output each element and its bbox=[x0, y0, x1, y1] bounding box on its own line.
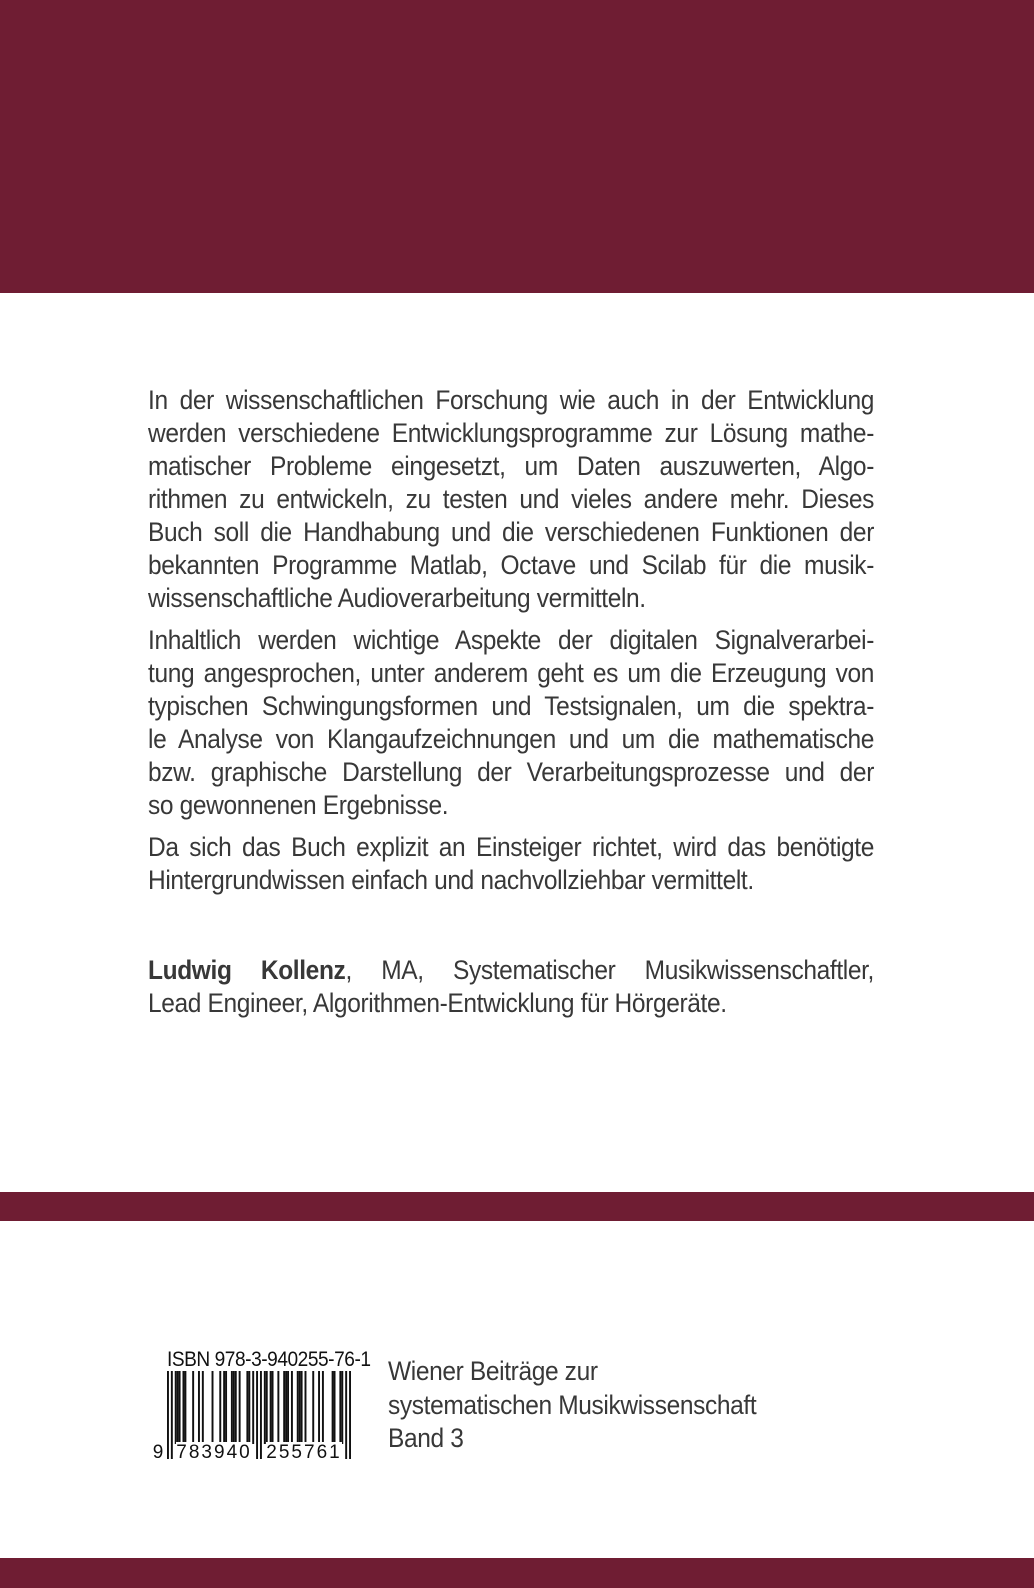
barcode-digit-first: 9 bbox=[152, 1442, 164, 1463]
author-line-2: Lead Engineer, Algorithmen-Entwicklung für Hörgeräte. bbox=[148, 988, 727, 1018]
series-line-2: systematischen Musikwissenschaft bbox=[388, 1389, 757, 1420]
description-line: Inhaltlich werden wichtige Aspekte der digitalen Signalverarbei- bbox=[148, 625, 874, 655]
author-name: Ludwig Kollenz bbox=[148, 955, 346, 985]
description-line: wissenschaftliche Audioverarbeitung vermitteln. bbox=[148, 583, 646, 613]
description-paragraph-1 bbox=[148, 384, 874, 615]
description-line: tung angesprochen, unter anderem geht es um die Erzeugung von bbox=[148, 658, 874, 688]
description-line: Da sich das Buch explizit an Einsteiger richtet, wird das benötigte bbox=[148, 832, 874, 862]
description-line: In der wissenschaftlichen Forschung wie auch in der Entwicklung bbox=[148, 385, 874, 415]
bottom-maroon-band bbox=[0, 1558, 1034, 1588]
series-line-3: Band 3 bbox=[388, 1423, 464, 1453]
description-paragraph-2 bbox=[148, 624, 874, 822]
description-line: Hintergrundwissen einfach und nachvollziehbar vermittelt. bbox=[148, 865, 754, 895]
description-line: le Analyse von Klangaufzeichnungen und um die mathematische bbox=[148, 724, 874, 754]
barcode-digits-right: 255761 bbox=[266, 1442, 342, 1463]
description-line: Buch soll die Handhabung und die verschiedenen Funktionen der bbox=[148, 517, 874, 547]
separator-stripe bbox=[0, 1192, 1034, 1221]
description-line: werden verschiedene Entwicklungsprogramme zur Lösung mathe- bbox=[148, 418, 874, 448]
description-line: rithmen zu entwickeln, zu testen und vieles andere mehr. Dieses bbox=[148, 484, 874, 514]
description-line: matischer Probleme eingesetzt, um Daten auszuwerten, Algo- bbox=[148, 451, 874, 481]
isbn-number-label: ISBN 978-3-940255-76-1 bbox=[167, 1348, 371, 1371]
author-credit bbox=[148, 954, 874, 1020]
author-line-1 bbox=[148, 954, 874, 987]
description-line: bekannten Programme Matlab, Octave und Scilab für die musik- bbox=[148, 550, 874, 580]
author-titles: , MA, Systematischer Musikwissenschaftler, bbox=[345, 955, 874, 985]
series-line-1: Wiener Beiträge zur bbox=[388, 1356, 598, 1386]
description-line: typischen Schwingungsformen und Testsignalen, um die spektra- bbox=[148, 691, 874, 721]
description-paragraph-3 bbox=[148, 831, 874, 897]
blurb-text-block bbox=[148, 384, 874, 1029]
barcode-digits-left: 783940 bbox=[176, 1442, 252, 1463]
series-info-block bbox=[388, 1355, 824, 1456]
ean-barcode bbox=[152, 1371, 351, 1467]
description-line: so gewonnenen Ergebnisse. bbox=[148, 790, 449, 820]
top-maroon-band bbox=[0, 0, 1034, 293]
isbn-barcode-block bbox=[152, 1348, 371, 1467]
description-line: bzw. graphische Darstellung der Verarbeitungsprozesse und der bbox=[148, 757, 874, 787]
